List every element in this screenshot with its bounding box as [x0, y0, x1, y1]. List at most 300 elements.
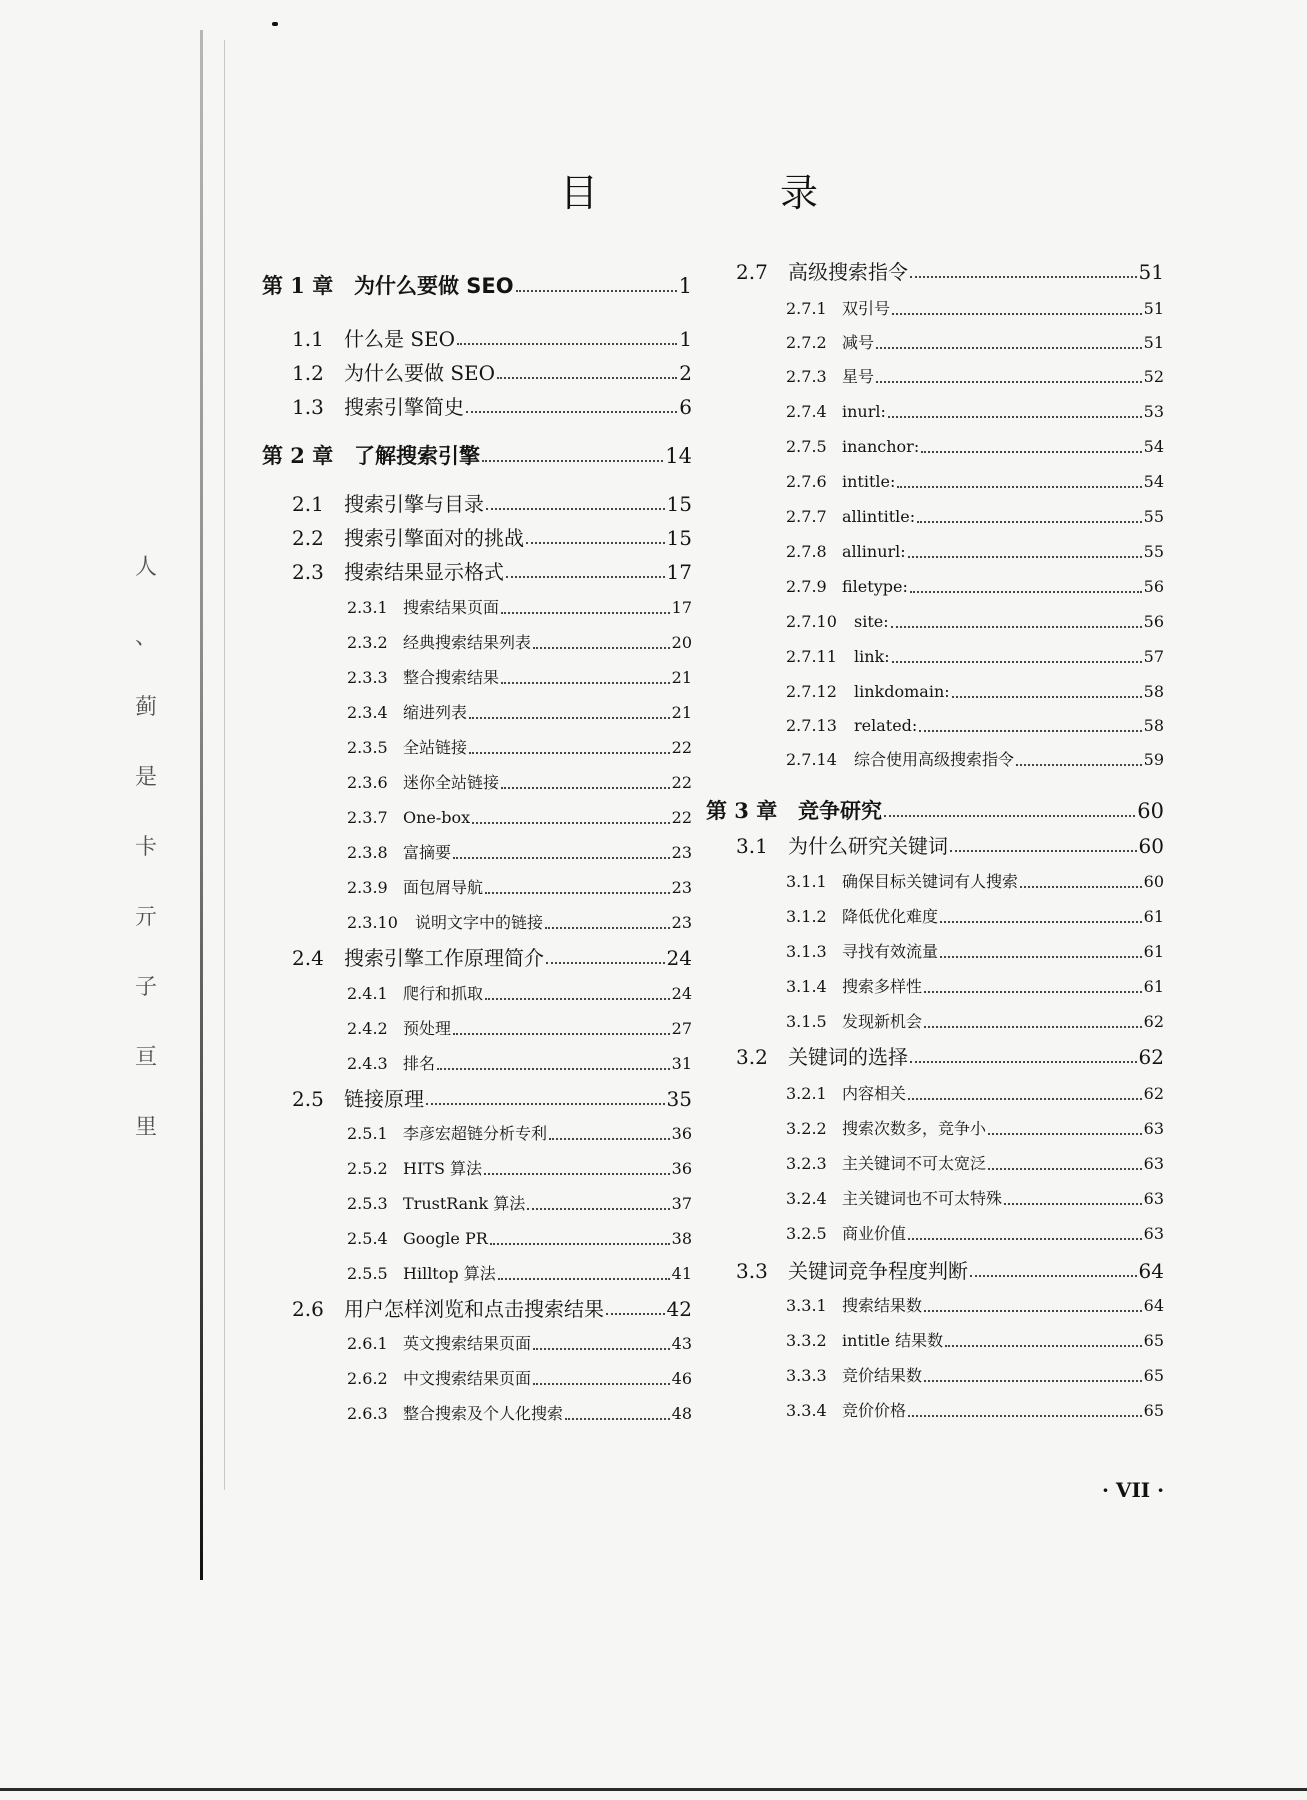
dot-leader — [472, 821, 669, 824]
toc-entry-page: 36 — [671, 1159, 692, 1178]
dot-leader — [497, 376, 677, 379]
dot-leader — [921, 450, 1141, 453]
toc-entry-title: related: — [854, 716, 918, 735]
toc-entry-title: 了解搜索引擎 — [354, 444, 480, 468]
toc-entry-title: TrustRank 算法 — [403, 1194, 526, 1213]
toc-entry-number: 3.1.1 — [786, 872, 827, 891]
toc-entry-title: Hilltop 算法 — [403, 1264, 496, 1283]
toc-entry — [347, 1120, 692, 1148]
toc-entry-page: 59 — [1143, 750, 1164, 769]
toc-entry-title: 降低优化难度 — [842, 907, 939, 926]
toc-entry-number: 2.3.9 — [347, 878, 388, 897]
dot-leader — [453, 856, 670, 859]
toc-entry-title: link: — [854, 647, 890, 666]
toc-entry-page: 24 — [671, 984, 692, 1003]
toc-entry-number: 2.5.3 — [347, 1194, 388, 1213]
toc-entry-title: filetype: — [842, 577, 908, 596]
dot-leader — [924, 1379, 1142, 1382]
dot-leader — [606, 1312, 665, 1315]
dot-leader — [910, 590, 1142, 593]
toc-entry — [347, 1190, 692, 1218]
dot-leader — [437, 1067, 670, 1070]
toc-entry — [786, 608, 1164, 636]
toc-entry — [292, 1085, 692, 1113]
toc-entry-title: 竞价价格 — [842, 1401, 907, 1420]
toc-entry-number: 2.7.4 — [786, 402, 827, 421]
toc-entry-page: 60 — [1138, 834, 1164, 858]
toc-entry — [347, 874, 692, 902]
toc-entry-number: 3.1.2 — [786, 907, 827, 926]
toc-entry — [786, 712, 1164, 740]
toc-entry-number: 2.3.1 — [347, 598, 388, 617]
toc-entry-number: 2.1 — [292, 492, 324, 516]
toc-entry — [736, 258, 1164, 286]
toc-entry-page: 56 — [1143, 577, 1164, 596]
toc-entry-page: 38 — [671, 1229, 692, 1248]
dot-leader — [501, 611, 670, 614]
toc-entry-page: 27 — [671, 1019, 692, 1038]
toc-entry-title: 确保目标关键词有人搜索 — [842, 872, 1019, 891]
toc-entry-number: 2.7.12 — [786, 682, 837, 701]
dot-leader — [486, 507, 665, 510]
toc-entry-title: 缩进列表 — [403, 703, 468, 722]
toc-entry — [786, 1080, 1164, 1108]
toc-entry-number: 2.7.9 — [786, 577, 827, 596]
toc-entry — [736, 832, 1164, 860]
title-char-1: 目 — [560, 171, 601, 215]
toc-entry-page: 21 — [671, 703, 692, 722]
bleed-glyph: 子 — [134, 975, 157, 1000]
dot-leader — [1016, 763, 1142, 766]
dot-leader — [908, 1414, 1142, 1417]
dot-leader — [950, 849, 1137, 852]
toc-entry-page: 17 — [671, 598, 692, 617]
toc-entry-page: 63 — [1143, 1119, 1164, 1138]
dot-leader — [940, 920, 1142, 923]
toc-entry-number: 2.7.14 — [786, 750, 837, 769]
bleed-glyph: 亓 — [134, 905, 157, 930]
toc-entry-number: 3.2.4 — [786, 1189, 827, 1208]
toc-entry-number: 2.7.1 — [786, 299, 827, 318]
dot-leader — [988, 1167, 1142, 1170]
toc-entry-title: 搜索结果页面 — [403, 598, 500, 617]
toc-entry-page: 23 — [671, 913, 692, 932]
toc-entry-title: 双引号 — [842, 299, 891, 318]
toc-entry-title: 英文搜索结果页面 — [403, 1334, 532, 1353]
toc-entry-title: intitle: — [842, 472, 896, 491]
toc-entry-page: 43 — [671, 1334, 692, 1353]
toc-entry-page: 64 — [1138, 1259, 1164, 1283]
toc-entry-page: 62 — [1143, 1084, 1164, 1103]
toc-entry-number: 2.3.4 — [347, 703, 388, 722]
dot-leader — [533, 1382, 670, 1385]
toc-entry-title: 星号 — [842, 367, 875, 386]
toc-entry-number: 2.7.5 — [786, 437, 827, 456]
toc-entry-title: 关键词的选择 — [788, 1045, 908, 1069]
dot-leader — [917, 520, 1141, 523]
toc-entry-page: 52 — [1143, 367, 1164, 386]
toc-entry — [347, 839, 692, 867]
toc-entry-title: inanchor: — [842, 437, 920, 456]
toc-entry-page: 20 — [671, 633, 692, 652]
toc-entry-page: 35 — [666, 1087, 692, 1111]
toc-entry-number: 2.5.2 — [347, 1159, 388, 1178]
toc-entry-number: 2.3 — [292, 560, 324, 584]
toc-entry-page: 42 — [666, 1297, 692, 1321]
toc-entry-number: 3.1.4 — [786, 977, 827, 996]
dot-leader — [910, 1060, 1137, 1063]
toc-entry — [786, 938, 1164, 966]
toc-entry — [347, 1015, 692, 1043]
toc-entry-number: 2.7.3 — [786, 367, 827, 386]
toc-entry-number: 2.4.1 — [347, 984, 388, 1003]
toc-entry — [786, 1008, 1164, 1036]
toc-entry — [292, 325, 692, 353]
dot-leader — [501, 681, 670, 684]
toc-entry — [347, 909, 692, 937]
toc-entry — [786, 1292, 1164, 1320]
toc-entry-title: One-box — [403, 808, 471, 827]
dot-leader — [485, 891, 670, 894]
toc-entry — [736, 1043, 1164, 1071]
bleed-glyph: 卡 — [134, 835, 157, 860]
toc-entry-title: 李彦宏超链分析专利 — [403, 1124, 548, 1143]
toc-entry — [786, 643, 1164, 671]
toc-entry — [347, 1225, 692, 1253]
toc-entry-page: 36 — [671, 1124, 692, 1143]
bleed-glyph: 人 — [134, 555, 157, 580]
toc-entry-title: 面包屑导航 — [403, 878, 484, 897]
toc-entry-number: 3.2.5 — [786, 1224, 827, 1243]
toc-entry — [347, 1365, 692, 1393]
toc-entry-page: 14 — [665, 444, 692, 468]
toc-entry-title: 搜索引擎简史 — [344, 395, 464, 419]
dot-leader — [908, 1097, 1142, 1100]
dot-leader — [940, 955, 1142, 958]
toc-entry-page: 55 — [1143, 542, 1164, 561]
toc-entry — [786, 468, 1164, 496]
binding-edge — [200, 30, 203, 1580]
toc-entry-page: 6 — [679, 395, 692, 419]
toc-entry-title: 高级搜索指令 — [788, 260, 908, 284]
dot-leader — [892, 312, 1142, 315]
dot-leader — [888, 415, 1142, 418]
toc-entry-title: 链接原理 — [344, 1087, 424, 1111]
toc-entry-page: 61 — [1143, 942, 1164, 961]
toc-entry-number: 3.1 — [736, 834, 768, 858]
toc-entry — [262, 272, 692, 300]
toc-entry — [262, 442, 692, 470]
toc-entry-page: 56 — [1143, 612, 1164, 631]
toc-entry-title: 排名 — [403, 1054, 436, 1073]
dot-leader — [910, 275, 1137, 278]
toc-entry-number: 1.3 — [292, 395, 324, 419]
toc-entry-number: 第 3 章 — [706, 798, 778, 823]
toc-entry-title: 竞价结果数 — [842, 1366, 923, 1385]
toc-entry-page: 22 — [671, 808, 692, 827]
dot-leader — [485, 997, 670, 1000]
dot-leader — [924, 1309, 1142, 1312]
toc-entry — [786, 398, 1164, 426]
toc-entry — [292, 524, 692, 552]
toc-entry-number: 2.5.4 — [347, 1229, 388, 1248]
dot-leader — [952, 695, 1142, 698]
toc-entry-page: 48 — [671, 1404, 692, 1423]
toc-entry-page: 51 — [1138, 260, 1164, 284]
toc-entry-number: 2.4.3 — [347, 1054, 388, 1073]
toc-entry-title: intitle 结果数 — [842, 1331, 944, 1350]
toc-entry — [786, 1327, 1164, 1355]
toc-entry-page: 63 — [1143, 1154, 1164, 1173]
toc-entry-title: 主关键词不可太宽泛 — [842, 1154, 987, 1173]
toc-entry — [706, 797, 1164, 825]
toc-entry-number: 2.7.6 — [786, 472, 827, 491]
toc-entry-number: 2.7 — [736, 260, 768, 284]
dot-leader — [924, 990, 1142, 993]
toc-entry — [347, 804, 692, 832]
toc-entry-title: 什么是 SEO — [344, 327, 456, 351]
toc-entry — [786, 678, 1164, 706]
dot-leader — [457, 342, 677, 345]
toc-entry-title: 主关键词也不可太特殊 — [842, 1189, 1003, 1208]
toc-entry-number: 2.5 — [292, 1087, 324, 1111]
toc-entry-page: 54 — [1143, 472, 1164, 491]
dot-leader — [469, 716, 670, 719]
toc-entry — [786, 903, 1164, 931]
toc-entry-title: 搜索结果显示格式 — [344, 560, 504, 584]
toc-entry-page: 60 — [1143, 872, 1164, 891]
toc-entry — [347, 594, 692, 622]
toc-entry — [292, 359, 692, 387]
toc-entry-number: 2.5.5 — [347, 1264, 388, 1283]
dot-leader — [546, 961, 665, 964]
title-char-2: 录 — [779, 171, 820, 215]
toc-entry-title: 说明文字中的链接 — [415, 913, 544, 932]
toc-entry-page: 60 — [1137, 799, 1164, 823]
page-title — [560, 162, 820, 222]
toc-entry-page: 17 — [666, 560, 692, 584]
dot-leader — [565, 1417, 670, 1420]
toc-entry — [786, 1185, 1164, 1213]
toc-entry-number: 2.2 — [292, 526, 324, 550]
toc-entry-number: 3.3.2 — [786, 1331, 827, 1350]
toc-entry-number: 2.6.1 — [347, 1334, 388, 1353]
toc-entry-number: 2.7.13 — [786, 716, 837, 735]
toc-entry-page: 64 — [1143, 1296, 1164, 1315]
toc-entry — [786, 1397, 1164, 1425]
toc-entry-title: 减号 — [842, 333, 875, 352]
toc-entry — [736, 1257, 1164, 1285]
toc-entry-title: 竞争研究 — [798, 799, 882, 823]
toc-entry-number: 2.3.5 — [347, 738, 388, 757]
toc-entry-page: 2 — [679, 361, 692, 385]
toc-entry-number: 3.2 — [736, 1045, 768, 1069]
toc-entry-number: 2.3.7 — [347, 808, 388, 827]
toc-entry-page: 23 — [671, 843, 692, 862]
toc-entry — [786, 973, 1164, 1001]
toc-entry-page: 65 — [1143, 1366, 1164, 1385]
toc-entry — [347, 1400, 692, 1428]
dot-leader — [545, 926, 670, 929]
toc-entry-page: 1 — [679, 327, 692, 351]
scan-bottom-edge — [0, 1788, 1307, 1791]
toc-entry-number: 2.7.11 — [786, 647, 837, 666]
toc-entry — [786, 1220, 1164, 1248]
dot-leader — [1020, 885, 1142, 888]
toc-entry-number: 3.2.3 — [786, 1154, 827, 1173]
toc-entry — [347, 629, 692, 657]
dot-leader — [490, 1242, 670, 1245]
toc-entry-title: 内容相关 — [842, 1084, 907, 1103]
toc-entry — [786, 295, 1164, 323]
toc-entry-page: 46 — [671, 1369, 692, 1388]
toc-entry-title: linkdomain: — [854, 682, 950, 701]
bleed-glyph: 、 — [134, 625, 157, 650]
toc-entry — [347, 1330, 692, 1358]
toc-entry-page: 63 — [1143, 1189, 1164, 1208]
bleed-glyph: 里 — [134, 1115, 157, 1140]
toc-entry — [786, 573, 1164, 601]
toc-entry — [786, 868, 1164, 896]
toc-entry-title: 搜索结果数 — [842, 1296, 923, 1315]
dot-leader — [919, 729, 1141, 732]
toc-entry-number: 3.1.5 — [786, 1012, 827, 1031]
toc-entry-number: 2.6.2 — [347, 1369, 388, 1388]
dot-leader — [533, 1347, 670, 1350]
dot-leader — [469, 751, 670, 754]
toc-entry-page: 15 — [666, 526, 692, 550]
toc-entry-page: 53 — [1143, 402, 1164, 421]
toc-entry-number: 2.3.3 — [347, 668, 388, 687]
toc-entry-title: allintitle: — [842, 507, 916, 526]
toc-entry-page: 24 — [666, 946, 692, 970]
toc-entry-page: 22 — [671, 773, 692, 792]
toc-entry-title: 爬行和抓取 — [403, 984, 484, 1003]
toc-entry-title: 整合搜索结果 — [403, 668, 500, 687]
bleed-glyph: 亘 — [134, 1045, 157, 1070]
dot-leader — [506, 575, 665, 578]
toc-entry-number: 1.1 — [292, 327, 324, 351]
toc-entry — [786, 329, 1164, 357]
toc-entry-number: 2.3.8 — [347, 843, 388, 862]
toc-entry-page: 1 — [678, 274, 692, 298]
toc-entry-number: 3.3.3 — [786, 1366, 827, 1385]
toc-entry — [292, 393, 692, 421]
toc-entry — [786, 1150, 1164, 1178]
dot-leader — [498, 1277, 670, 1280]
toc-entry-page: 15 — [666, 492, 692, 516]
dot-leader — [924, 1025, 1142, 1028]
toc-entry-page: 37 — [671, 1194, 692, 1213]
toc-entry-title: 搜索次数多，竞争小 — [842, 1119, 987, 1138]
toc-entry-number: 2.6.3 — [347, 1404, 388, 1423]
toc-entry-number: 2.4 — [292, 946, 324, 970]
toc-entry-number: 第 1 章 — [262, 273, 334, 298]
toc-entry — [292, 558, 692, 586]
dot-leader — [876, 346, 1142, 349]
dot-leader — [533, 646, 670, 649]
toc-entry-title: 用户怎样浏览和点击搜索结果 — [344, 1297, 604, 1321]
toc-entry-page: 63 — [1143, 1224, 1164, 1243]
toc-entry — [347, 734, 692, 762]
toc-entry-title: 中文搜索结果页面 — [403, 1369, 532, 1388]
toc-entry-title: 关键词竞争程度判断 — [788, 1259, 968, 1283]
dot-leader — [501, 786, 670, 789]
toc-entry — [786, 433, 1164, 461]
bleed-through-text — [128, 550, 164, 1180]
toc-entry-title: 搜索引擎面对的挑战 — [344, 526, 524, 550]
toc-entry-page: 51 — [1143, 299, 1164, 318]
binding-shadow — [224, 40, 225, 1490]
toc-entry — [786, 1362, 1164, 1390]
toc-entry-page: 22 — [671, 738, 692, 757]
dot-leader — [526, 541, 665, 544]
toc-entry-page: 58 — [1143, 682, 1164, 701]
toc-entry — [347, 1155, 692, 1183]
dot-leader — [945, 1344, 1142, 1347]
toc-entry-number: 2.4.2 — [347, 1019, 388, 1038]
toc-entry-page: 21 — [671, 668, 692, 687]
scan-speck — [272, 22, 278, 26]
toc-entry-page: 51 — [1143, 333, 1164, 352]
dot-leader — [876, 380, 1142, 383]
toc-entry-title: 商业价值 — [842, 1224, 907, 1243]
toc-entry-title: site: — [854, 612, 889, 631]
toc-entry-title: 搜索引擎工作原理简介 — [344, 946, 544, 970]
dot-leader — [516, 289, 677, 292]
toc-entry-page: 65 — [1143, 1401, 1164, 1420]
toc-entry-page: 58 — [1143, 716, 1164, 735]
toc-entry-title: 寻找有效流量 — [842, 942, 939, 961]
dot-leader — [527, 1207, 669, 1210]
dot-leader — [426, 1102, 665, 1105]
toc-entry-number: 3.3.1 — [786, 1296, 827, 1315]
toc-entry-page: 55 — [1143, 507, 1164, 526]
toc-entry-title: 富摘要 — [403, 843, 452, 862]
toc-entry-page: 31 — [671, 1054, 692, 1073]
dot-leader — [884, 814, 1135, 817]
toc-entry-page: 62 — [1138, 1045, 1164, 1069]
toc-entry-number: 2.7.8 — [786, 542, 827, 561]
toc-entry-title: 综合使用高级搜索指令 — [854, 750, 1015, 769]
toc-entry-title: 迷你全站链接 — [403, 773, 500, 792]
dot-leader — [549, 1137, 670, 1140]
toc-entry-number: 3.1.3 — [786, 942, 827, 961]
toc-entry-number: 第 2 章 — [262, 443, 334, 468]
dot-leader — [466, 410, 677, 413]
toc-entry — [786, 746, 1164, 774]
dot-leader — [482, 459, 663, 462]
toc-entry-number: 1.2 — [292, 361, 324, 385]
toc-entry-title: 为什么要做 SEO — [344, 361, 496, 385]
toc-entry-number: 2.3.6 — [347, 773, 388, 792]
dot-leader — [891, 625, 1142, 628]
toc-entry — [786, 1115, 1164, 1143]
toc-entry-title: 发现新机会 — [842, 1012, 923, 1031]
toc-entry-title: 为什么研究关键词 — [788, 834, 948, 858]
bleed-glyph: 是 — [134, 765, 157, 790]
dot-leader — [484, 1172, 670, 1175]
toc-entry — [347, 699, 692, 727]
toc-entry-title: 整合搜索及个人化搜索 — [403, 1404, 564, 1423]
toc-entry — [347, 1050, 692, 1078]
toc-entry-title: 搜索多样性 — [842, 977, 923, 996]
dot-leader — [453, 1032, 670, 1035]
dot-leader — [892, 660, 1142, 663]
toc-entry-page: 65 — [1143, 1331, 1164, 1350]
toc-entry-number: 2.7.2 — [786, 333, 827, 352]
toc-entry-title: 为什么要做 SEO — [354, 274, 514, 298]
